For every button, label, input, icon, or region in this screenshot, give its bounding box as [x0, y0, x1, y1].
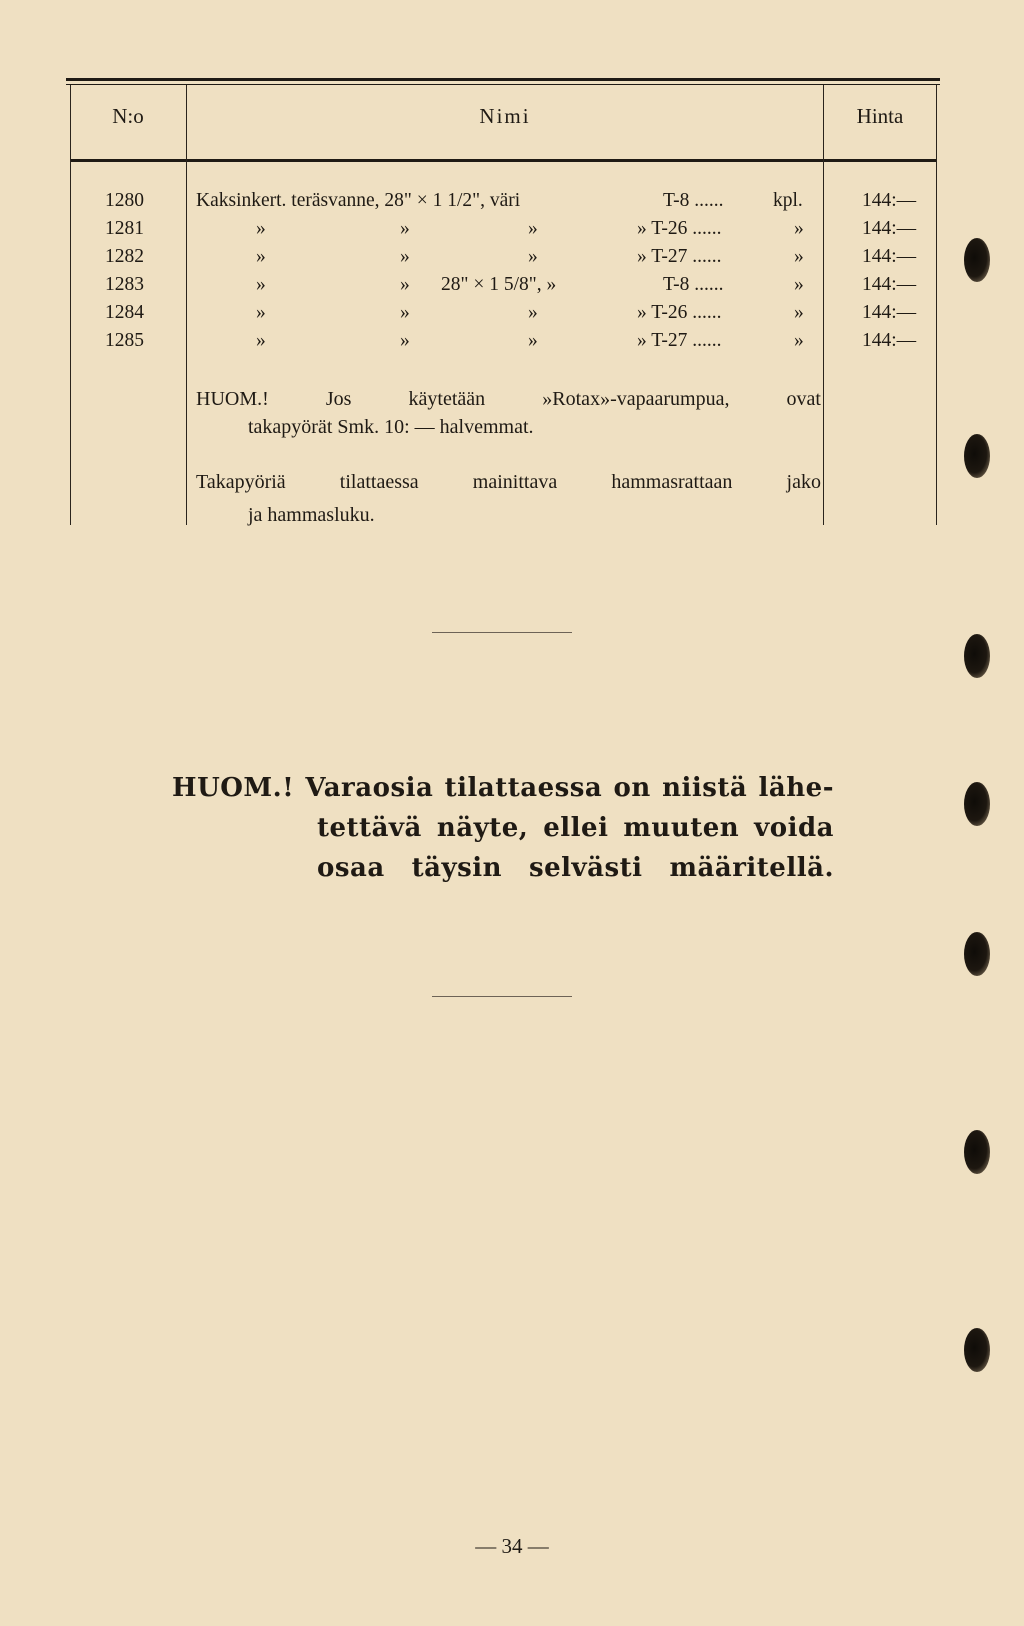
item-price: 144:—: [862, 246, 917, 267]
binder-hole: [964, 434, 990, 478]
item-color-code: » T-27 ......: [637, 246, 722, 267]
item-color-code: T-8 ......: [663, 190, 724, 211]
binder-hole: [964, 238, 990, 282]
ditto-mark: »: [400, 274, 410, 295]
rotax-note-line-1: HUOM.! Jos käytetään »Rotax»-vapaarumpua, ovat: [196, 388, 821, 410]
item-number: 1284: [105, 302, 144, 323]
ditto-mark: »: [256, 218, 266, 239]
page-number: — 34 —: [475, 1534, 549, 1558]
item-unit: »: [794, 246, 804, 267]
item-size: 28" × 1 5/8", »: [441, 274, 557, 295]
item-color-code: » T-26 ......: [637, 302, 722, 323]
item-color-code: » T-26 ......: [637, 218, 722, 239]
ditto-mark: »: [256, 330, 266, 351]
item-price: 144:—: [862, 330, 917, 351]
separator-rule: [432, 632, 572, 633]
binder-hole: [964, 932, 990, 976]
table-top-rule: [66, 78, 940, 81]
item-price: 144:—: [862, 218, 917, 239]
spare-parts-note: [172, 768, 834, 888]
ditto-mark: »: [400, 218, 410, 239]
item-number: 1280: [105, 190, 144, 211]
binder-hole: [964, 1130, 990, 1174]
ordering-note-line-1: Takapyöriä tilattaessa mainittava hammasrattaan jako: [196, 471, 821, 493]
item-color-code: » T-27 ......: [637, 330, 722, 351]
separator-rule: [432, 996, 572, 997]
item-number: 1283: [105, 274, 144, 295]
item-unit: »: [794, 302, 804, 323]
ditto-mark: »: [400, 246, 410, 267]
table-row: [0, 274, 1024, 302]
column-header-no: N:o: [112, 104, 144, 128]
rotax-note-line-2: takapyörät Smk. 10: — halvemmat.: [248, 416, 534, 438]
column-header-name: Nimi: [479, 104, 531, 128]
column-header-price: Hinta: [856, 104, 904, 128]
ditto-mark: »: [528, 246, 538, 267]
table-row: [0, 218, 1024, 246]
ditto-mark: »: [528, 330, 538, 351]
table-row: [0, 302, 1024, 330]
item-unit: »: [794, 218, 804, 239]
item-unit: kpl.: [773, 190, 803, 211]
ditto-mark: »: [400, 330, 410, 351]
item-name: Kaksinkert. teräsvanne, 28" × 1 1/2", väri: [196, 190, 521, 211]
rotax-note: [196, 385, 821, 441]
binder-hole: [964, 782, 990, 826]
item-price: 144:—: [862, 274, 917, 295]
table-row: [0, 330, 1024, 358]
item-number: 1281: [105, 218, 144, 239]
item-unit: »: [794, 274, 804, 295]
spare-parts-note-line-1: HUOM.! Varaosia tilattaessa on niistä lähe-: [172, 773, 834, 803]
ditto-mark: »: [528, 302, 538, 323]
spare-parts-note-line-3: osaa täysin selvästi määritellä.: [317, 853, 834, 883]
ditto-mark: »: [256, 274, 266, 295]
table-row: [0, 246, 1024, 274]
item-price: 144:—: [862, 302, 917, 323]
item-number: 1282: [105, 246, 144, 267]
binder-hole: [964, 634, 990, 678]
item-unit: »: [794, 330, 804, 351]
table-row: [0, 190, 1024, 218]
ditto-mark: »: [400, 302, 410, 323]
item-price: 144:—: [862, 190, 917, 211]
table-top-rule-thin: [66, 84, 940, 85]
spare-parts-note-line-2: tettävä näyte, ellei muuten voida: [317, 813, 834, 843]
ditto-mark: »: [528, 218, 538, 239]
item-number: 1285: [105, 330, 144, 351]
binder-hole: [964, 1328, 990, 1372]
ordering-note-line-2: ja hammasluku.: [248, 504, 375, 526]
ditto-mark: »: [256, 246, 266, 267]
ditto-mark: »: [256, 302, 266, 323]
table-header-rule: [70, 159, 936, 162]
ordering-note: [196, 466, 821, 532]
item-color-code: T-8 ......: [663, 274, 724, 295]
